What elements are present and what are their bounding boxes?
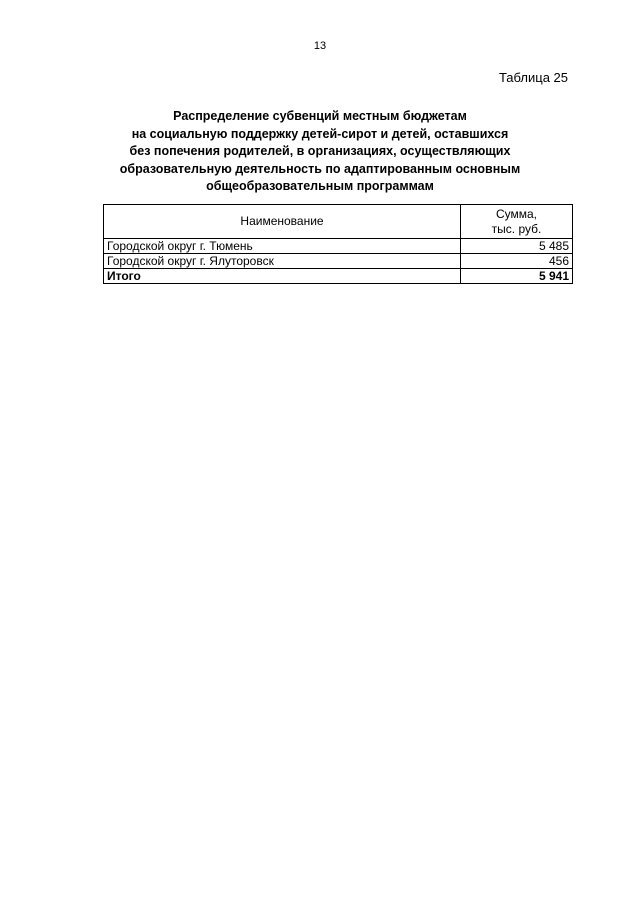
table-row [104, 239, 573, 254]
document-title [90, 108, 550, 196]
header-sum [461, 205, 573, 239]
total-label: Итого [104, 269, 461, 284]
total-row [104, 269, 573, 284]
title-line: без попечения родителей, в организациях, осуществляющих [129, 144, 511, 158]
row-name: Городской округ г. Ялуторовск [104, 254, 461, 269]
title-line: на социальную поддержку детей-сирот и детей, оставшихся [131, 126, 509, 141]
subsidy-table [103, 204, 573, 284]
table-row [104, 254, 573, 269]
row-value: 456 [461, 254, 573, 269]
table-header-row [104, 205, 573, 239]
title-line: общеобразовательным программам [206, 179, 434, 193]
page-number: 13 [313, 40, 327, 52]
header-sum-unit: тыс. руб. [491, 221, 542, 236]
header-name: Наименование [104, 205, 461, 239]
row-name: Городской округ г. Тюмень [104, 239, 461, 254]
table-label: Таблица 25 [498, 70, 568, 85]
title-line: Распределение субвенций местным бюджетам [173, 109, 467, 123]
total-value: 5 941 [461, 269, 573, 284]
row-value: 5 485 [461, 239, 573, 254]
header-sum-line: Сумма, [495, 206, 538, 221]
title-line: образовательную деятельность по адаптированным основным [119, 161, 521, 176]
